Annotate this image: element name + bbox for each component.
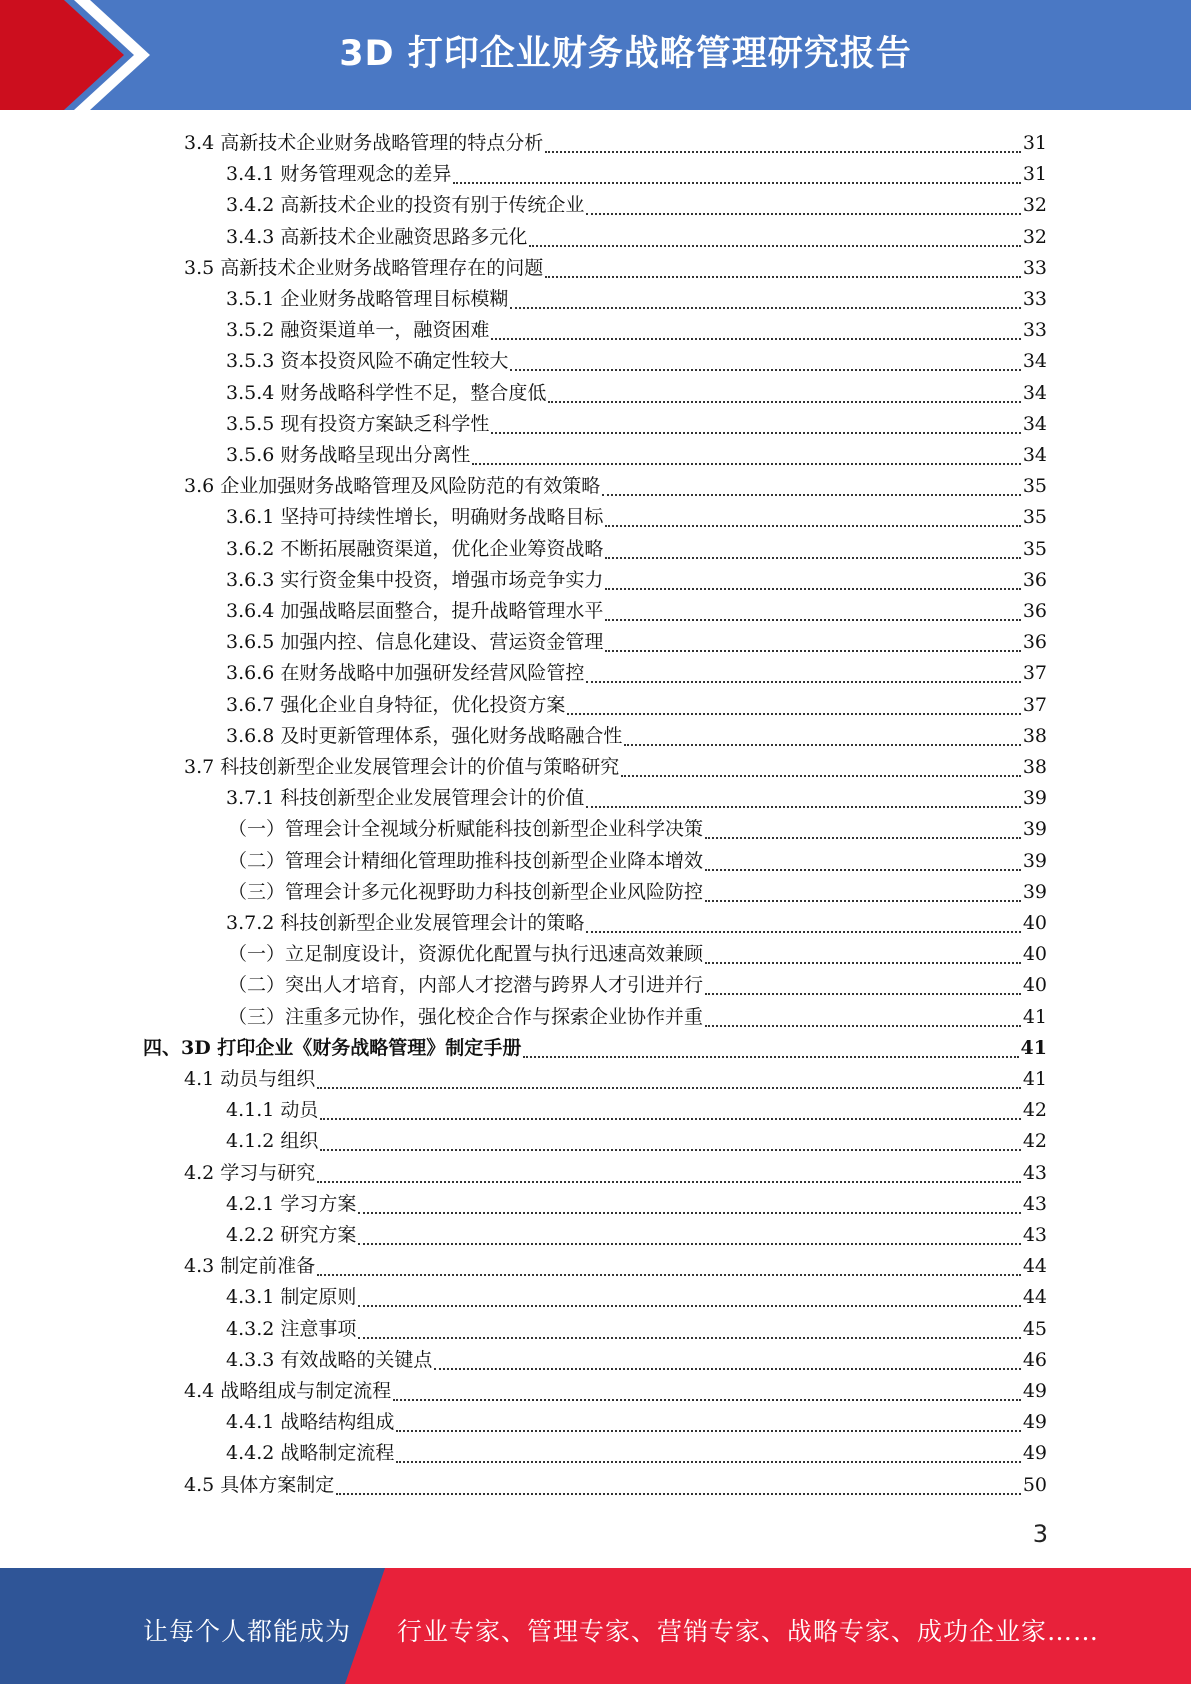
toc-entry[interactable]: [184, 1376, 1047, 1407]
toc-entry-page: 33: [1022, 257, 1047, 279]
toc-entry-page: 39: [1022, 818, 1047, 840]
toc-entry-label: 3.5.2 融资渠道单一，融资困难: [226, 319, 490, 341]
toc-leader-dots: [320, 1118, 1020, 1120]
toc-entry-page: 34: [1022, 444, 1047, 466]
toc-entry-label: 3.5.5 现有投资方案缺乏科学性: [226, 413, 490, 435]
toc-entry[interactable]: [184, 1470, 1047, 1501]
toc-leader-dots: [317, 1087, 1021, 1089]
toc-entry[interactable]: [226, 1314, 1047, 1345]
toc-entry-page: 40: [1022, 974, 1047, 996]
toc-entry[interactable]: [226, 378, 1047, 409]
toc-leader-dots: [491, 432, 1020, 434]
toc-entry-page: 40: [1022, 943, 1047, 965]
toc-entry-page: 36: [1022, 600, 1047, 622]
toc-entry-label: 4.4.1 战略结构组成: [226, 1411, 395, 1433]
toc-leader-dots: [358, 1305, 1020, 1307]
toc-leader-dots: [545, 151, 1021, 153]
toc-entry-label: 3.5.4 财务战略科学性不足，整合度低: [226, 382, 547, 404]
toc-leader-dots: [453, 182, 1020, 184]
toc-entry-page: 34: [1022, 382, 1047, 404]
toc-entry-label: 4.2 学习与研究: [184, 1162, 316, 1184]
toc-entry-label: （三）管理会计多元化视野助力科技创新型企业风险防控: [228, 881, 704, 903]
toc-entry-label: 4.1.2 组织: [226, 1130, 319, 1152]
toc-entry[interactable]: [226, 565, 1047, 596]
footer-slogan-left: 让每个人都能成为: [143, 1617, 352, 1646]
toc-entry-label: （二）管理会计精细化管理助推科技创新型企业降本增效: [228, 850, 704, 872]
toc-leader-dots: [320, 1149, 1020, 1151]
toc-entry[interactable]: [228, 970, 1047, 1001]
toc-entry-label: （三）注重多元协作，强化校企合作与探索企业协作并重: [228, 1006, 704, 1028]
toc-entry-page: 46: [1022, 1349, 1047, 1371]
toc-entry[interactable]: [226, 596, 1047, 627]
toc-entry[interactable]: [226, 690, 1047, 721]
toc-entry[interactable]: [226, 1220, 1047, 1251]
toc-entry[interactable]: [184, 1064, 1047, 1095]
toc-entry-page: 45: [1022, 1318, 1047, 1340]
toc-leader-dots: [510, 369, 1020, 371]
toc-entry-page: 32: [1022, 194, 1047, 216]
toc-leader-dots: [396, 1430, 1020, 1432]
toc-entry-page: 49: [1022, 1411, 1047, 1433]
toc-entry-page: 39: [1022, 881, 1047, 903]
toc-entry[interactable]: [228, 814, 1047, 845]
toc-entry[interactable]: [226, 1407, 1047, 1438]
toc-entry-page: 39: [1022, 850, 1047, 872]
toc-entry[interactable]: [184, 471, 1047, 502]
toc-leader-dots: [472, 463, 1020, 465]
toc-entry-page: 35: [1022, 506, 1047, 528]
toc-entry-page: 34: [1022, 350, 1047, 372]
toc-leader-dots: [605, 525, 1020, 527]
toc-leader-dots: [317, 1181, 1021, 1183]
toc-entry-label: （一）管理会计全视域分析赋能科技创新型企业科学决策: [228, 818, 704, 840]
toc-entry[interactable]: [184, 752, 1047, 783]
toc-entry-label: 3.6.7 强化企业自身特征，优化投资方案: [226, 694, 566, 716]
toc-leader-dots: [624, 744, 1020, 746]
toc-entry-page: 41: [1022, 1006, 1047, 1028]
toc-entry[interactable]: [184, 128, 1047, 159]
toc-entry-label: 4.4.2 战略制定流程: [226, 1442, 395, 1464]
toc-entry-label: 3.5.3 资本投资风险不确定性较大: [226, 350, 509, 372]
page-footer: [0, 1568, 1191, 1684]
toc-entry-page: 39: [1022, 787, 1047, 809]
page-number: 3: [1032, 1520, 1048, 1548]
report-title: 3D 打印企业财务战略管理研究报告: [339, 34, 912, 74]
toc-entry-page: 44: [1022, 1286, 1047, 1308]
toc-entry[interactable]: [226, 1282, 1047, 1313]
toc-entry-page: 38: [1022, 756, 1047, 778]
toc-entry-label: 4.3.3 有效战略的关键点: [226, 1349, 433, 1371]
toc-leader-dots: [358, 1243, 1020, 1245]
toc-leader-dots: [434, 1368, 1020, 1370]
toc-entry-label: 3.7.2 科技创新型企业发展管理会计的策略: [226, 912, 585, 934]
toc-entry-label: （一）立足制度设计，资源优化配置与执行迅速高效兼顾: [228, 943, 704, 965]
toc-leader-dots: [605, 650, 1020, 652]
toc-entry-page: 40: [1022, 912, 1047, 934]
toc-leader-dots: [605, 619, 1020, 621]
toc-entry[interactable]: [226, 190, 1047, 221]
toc-entry-label: 3.7.1 科技创新型企业发展管理会计的价值: [226, 787, 585, 809]
toc-entry[interactable]: [226, 1189, 1047, 1220]
toc-entry[interactable]: [226, 346, 1047, 377]
toc-entry[interactable]: [226, 1126, 1047, 1157]
toc-entry-label: 3.5.6 财务战略呈现出分离性: [226, 444, 471, 466]
toc-entry[interactable]: [226, 502, 1047, 533]
toc-leader-dots: [586, 213, 1020, 215]
toc-entry[interactable]: [226, 1345, 1047, 1376]
toc-entry[interactable]: [226, 409, 1047, 440]
toc-leader-dots: [510, 307, 1020, 309]
toc-entry-page: 43: [1022, 1162, 1047, 1184]
toc-leader-dots: [545, 276, 1021, 278]
toc-entry-page: 41: [1020, 1037, 1047, 1059]
toc-entry-label: 4.4 战略组成与制定流程: [184, 1380, 392, 1402]
toc-entry-page: 42: [1022, 1099, 1047, 1121]
toc-entry[interactable]: [226, 783, 1047, 814]
toc-leader-dots: [358, 1212, 1020, 1214]
toc-entry[interactable]: [228, 877, 1047, 908]
toc-entry[interactable]: [228, 1002, 1047, 1033]
toc-entry-label: 3.4.3 高新技术企业融资思路多元化: [226, 226, 528, 248]
toc-leader-dots: [705, 1025, 1021, 1027]
toc-leader-dots: [336, 1493, 1021, 1495]
toc-entry-label: 3.4.1 财务管理观念的差异: [226, 163, 452, 185]
toc-entry[interactable]: [226, 658, 1047, 689]
toc-entry[interactable]: [226, 284, 1047, 315]
toc-entry-page: 35: [1022, 475, 1047, 497]
toc-entry[interactable]: [226, 1095, 1047, 1126]
toc-entry-page: 35: [1022, 538, 1047, 560]
toc-entry-page: 44: [1022, 1255, 1047, 1277]
toc-leader-dots: [523, 1056, 1018, 1058]
toc-entry[interactable]: [226, 222, 1047, 253]
toc-leader-dots: [605, 588, 1020, 590]
toc-entry-label: 4.2.2 研究方案: [226, 1224, 357, 1246]
toc-entry-label: 4.5 具体方案制定: [184, 1474, 335, 1496]
toc-entry-page: 43: [1022, 1224, 1047, 1246]
toc-entry[interactable]: [226, 440, 1047, 471]
toc-entry-label: 3.5 高新技术企业财务战略管理存在的问题: [184, 257, 544, 279]
toc-entry-label: 3.6.3 实行资金集中投资，增强市场竞争实力: [226, 569, 604, 591]
toc-entry-page: 37: [1022, 694, 1047, 716]
toc-entry-page: 42: [1022, 1130, 1047, 1152]
toc-leader-dots: [705, 869, 1021, 871]
toc-leader-dots: [705, 900, 1021, 902]
toc-leader-dots: [586, 681, 1020, 683]
toc-entry-page: 36: [1022, 569, 1047, 591]
toc-entry[interactable]: [226, 159, 1047, 190]
toc-entry-page: 33: [1022, 288, 1047, 310]
toc-entry-page: 31: [1022, 163, 1047, 185]
toc-entry-page: 34: [1022, 413, 1047, 435]
toc-leader-dots: [358, 1337, 1020, 1339]
toc-leader-dots: [705, 962, 1021, 964]
toc-entry-page: 43: [1022, 1193, 1047, 1215]
toc-leader-dots: [548, 401, 1020, 403]
toc-entry[interactable]: [226, 627, 1047, 658]
toc-leader-dots: [705, 837, 1021, 839]
toc-entry-page: 41: [1022, 1068, 1047, 1090]
toc-entry-label: 3.7 科技创新型企业发展管理会计的价值与策略研究: [184, 756, 620, 778]
toc-entry-label: 4.3.2 注意事项: [226, 1318, 357, 1340]
toc-leader-dots: [586, 806, 1020, 808]
toc-entry-label: 3.6.8 及时更新管理体系，强化财务战略融合性: [226, 725, 623, 747]
toc-entry-page: 49: [1022, 1442, 1047, 1464]
toc-entry[interactable]: [228, 846, 1047, 877]
toc-entry-label: 3.6.2 不断拓展融资渠道，优化企业筹资战略: [226, 538, 604, 560]
toc-entry-page: 31: [1022, 132, 1047, 154]
toc-entry-label: 4.3 制定前准备: [184, 1255, 316, 1277]
toc-entry[interactable]: [226, 908, 1047, 939]
toc-entry[interactable]: [143, 1033, 1047, 1064]
toc-entry[interactable]: [226, 315, 1047, 346]
toc-entry-page: 32: [1022, 226, 1047, 248]
toc-entry-label: 4.1.1 动员: [226, 1099, 319, 1121]
toc-entry-page: 49: [1022, 1380, 1047, 1402]
toc-entry-label: 3.5.1 企业财务战略管理目标模糊: [226, 288, 509, 310]
toc-entry[interactable]: [184, 1251, 1047, 1282]
toc-entry[interactable]: [184, 253, 1047, 284]
footer-slogan-right: 行业专家、管理专家、营销专家、战略专家、成功企业家……: [397, 1617, 1100, 1646]
toc-entry-label: 3.6.6 在财务战略中加强研发经营风险管控: [226, 662, 585, 684]
toc-entry-page: 38: [1022, 725, 1047, 747]
toc-leader-dots: [567, 713, 1020, 715]
toc-leader-dots: [705, 993, 1021, 995]
toc-entry-label: 3.6.5 加强内控、信息化建设、营运资金管理: [226, 631, 604, 653]
toc-entry-label: 3.6.4 加强战略层面整合，提升战略管理水平: [226, 600, 604, 622]
toc-entry-label: （二）突出人才培育，内部人才挖潜与跨界人才引进并行: [228, 974, 704, 996]
toc-leader-dots: [393, 1399, 1021, 1401]
toc-entry-label: 4.3.1 制定原则: [226, 1286, 357, 1308]
page-header: [0, 0, 1191, 110]
toc-entry-label: 4.2.1 学习方案: [226, 1193, 357, 1215]
toc-entry-label: 3.6.1 坚持可持续性增长，明确财务战略目标: [226, 506, 604, 528]
toc-entry[interactable]: [226, 721, 1047, 752]
toc-leader-dots: [621, 775, 1021, 777]
toc-entry-label: 3.4 高新技术企业财务战略管理的特点分析: [184, 132, 544, 154]
toc-entry-page: 33: [1022, 319, 1047, 341]
toc-entry[interactable]: [226, 534, 1047, 565]
toc-entry-label: 4.1 动员与组织: [184, 1068, 316, 1090]
toc-leader-dots: [602, 494, 1021, 496]
toc-leader-dots: [317, 1274, 1021, 1276]
toc-leader-dots: [396, 1461, 1020, 1463]
toc-leader-dots: [491, 338, 1020, 340]
toc-entry[interactable]: [228, 939, 1047, 970]
toc-leader-dots: [529, 245, 1020, 247]
toc-entry-page: 37: [1022, 662, 1047, 684]
toc-entry-label: 四、3D 打印企业《财务战略管理》制定手册: [143, 1037, 522, 1059]
toc-entry-label: 3.4.2 高新技术企业的投资有别于传统企业: [226, 194, 585, 216]
toc-entry-page: 36: [1022, 631, 1047, 653]
toc-entry[interactable]: [226, 1438, 1047, 1469]
toc-leader-dots: [586, 931, 1020, 933]
toc-entry-label: 3.6 企业加强财务战略管理及风险防范的有效策略: [184, 475, 601, 497]
toc-entry-page: 50: [1022, 1474, 1047, 1496]
toc-leader-dots: [605, 557, 1020, 559]
toc-entry[interactable]: [184, 1158, 1047, 1189]
